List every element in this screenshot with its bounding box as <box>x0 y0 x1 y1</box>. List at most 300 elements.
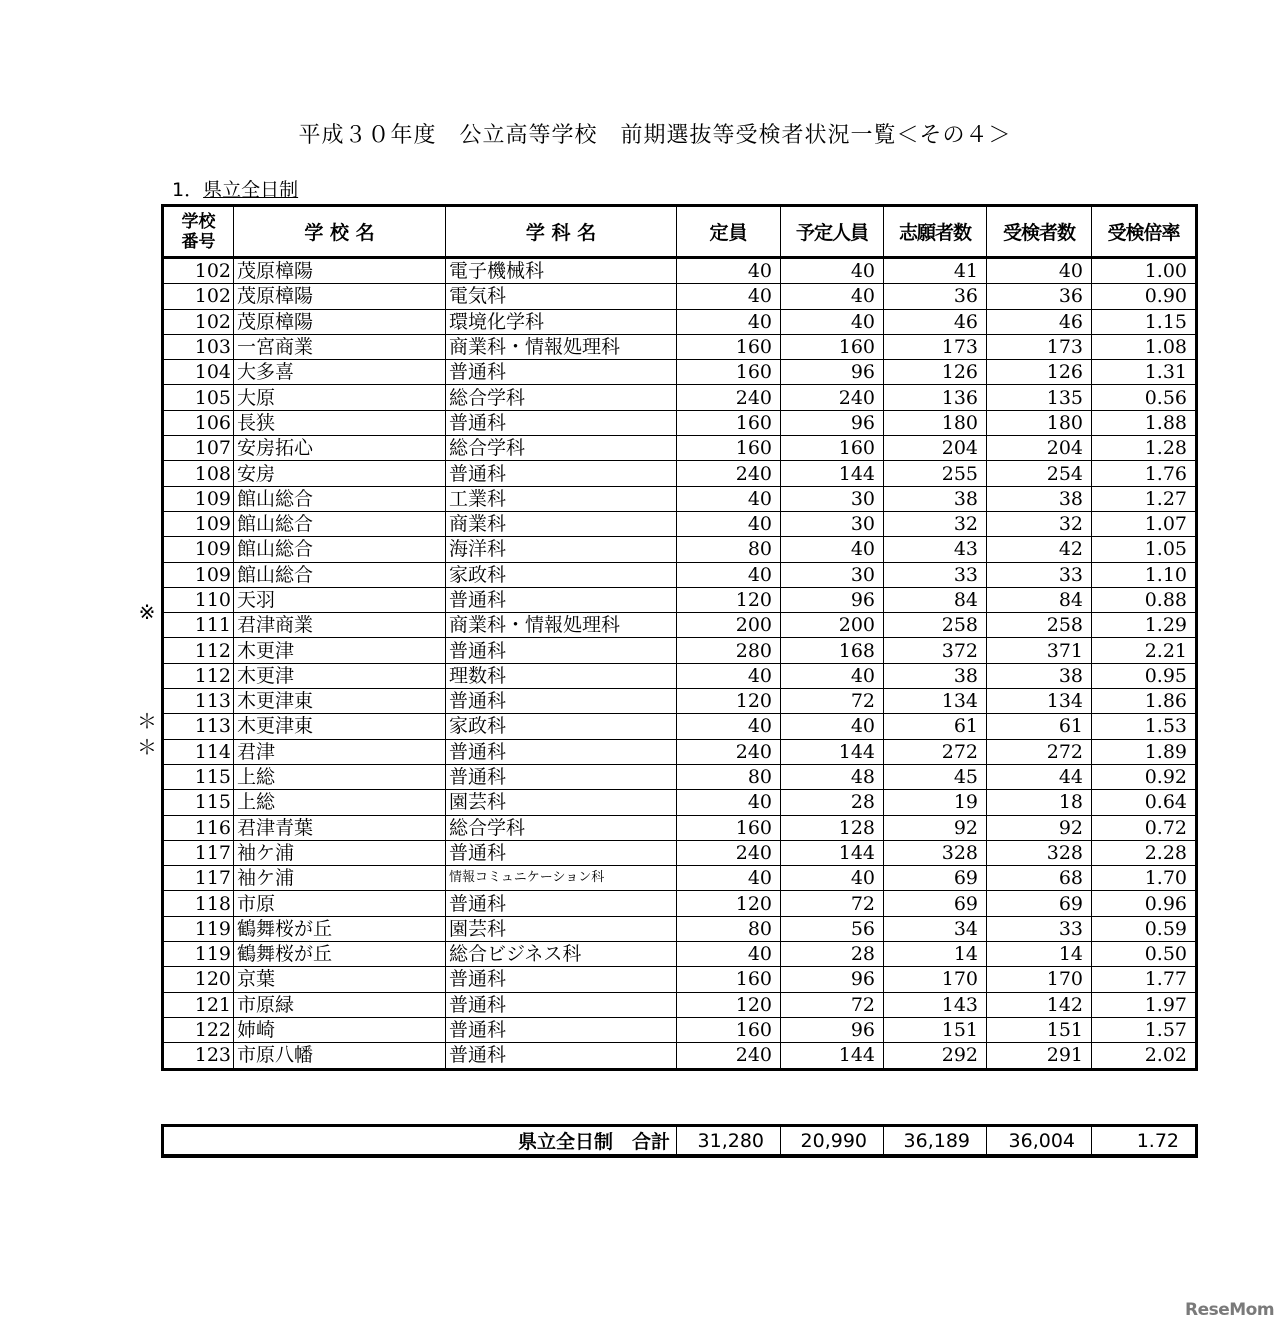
cell-examinees: 291 <box>987 1043 1092 1069</box>
cell-ratio: 1.08 <box>1092 334 1197 359</box>
cell-capacity: 160 <box>677 360 781 385</box>
cell-school-no: 113 <box>163 714 234 739</box>
cell-ratio: 1.29 <box>1092 613 1197 638</box>
cell-planned: 144 <box>781 461 884 486</box>
cell-ratio: 1.28 <box>1092 436 1197 461</box>
cell-school-no: 113 <box>163 689 234 714</box>
cell-capacity: 40 <box>677 284 781 309</box>
cell-school-no: 118 <box>163 891 234 916</box>
cell-capacity: 40 <box>677 258 781 284</box>
cell-school-name: 茂原樟陽 <box>234 258 446 284</box>
cell-planned: 168 <box>781 638 884 663</box>
cell-examinees: 142 <box>987 992 1092 1017</box>
cell-applicants: 36 <box>884 284 987 309</box>
resemom-logo: ReseMom <box>1185 1300 1275 1320</box>
total-examinees: 36,004 <box>987 1126 1092 1157</box>
cell-applicants: 46 <box>884 309 987 334</box>
cell-applicants: 173 <box>884 334 987 359</box>
cell-applicants: 38 <box>884 486 987 511</box>
cell-planned: 30 <box>781 486 884 511</box>
table-row <box>163 866 1197 891</box>
cell-school-no: 109 <box>163 562 234 587</box>
cell-school-no: 117 <box>163 866 234 891</box>
cell-examinees: 44 <box>987 764 1092 789</box>
cell-school-name: 館山総合 <box>234 562 446 587</box>
cell-applicants: 143 <box>884 992 987 1017</box>
header-school-name: 学 校 名 <box>234 206 446 258</box>
cell-school-no: 102 <box>163 258 234 284</box>
cell-planned: 72 <box>781 992 884 1017</box>
cell-capacity: 40 <box>677 562 781 587</box>
cell-department: 商業科・情報処理科 <box>446 334 677 359</box>
cell-school-name: 木更津 <box>234 663 446 688</box>
cell-ratio: 0.92 <box>1092 764 1197 789</box>
total-ratio: 1.72 <box>1092 1126 1197 1157</box>
cell-examinees: 42 <box>987 537 1092 562</box>
cell-school-no: 112 <box>163 638 234 663</box>
cell-department: 商業科・情報処理科 <box>446 613 677 638</box>
cell-planned: 40 <box>781 258 884 284</box>
cell-department: 普通科 <box>446 891 677 916</box>
cell-examinees: 36 <box>987 284 1092 309</box>
table-row <box>163 739 1197 764</box>
cell-school-no: 122 <box>163 1017 234 1042</box>
asterisk-mark: ＊ <box>137 735 157 760</box>
cell-school-no: 117 <box>163 840 234 865</box>
cell-examinees: 68 <box>987 866 1092 891</box>
cell-school-no: 109 <box>163 537 234 562</box>
cell-capacity: 80 <box>677 764 781 789</box>
cell-school-name: 市原 <box>234 891 446 916</box>
cell-school-name: 京葉 <box>234 967 446 992</box>
cell-ratio: 0.59 <box>1092 916 1197 941</box>
cell-planned: 48 <box>781 764 884 789</box>
cell-applicants: 32 <box>884 511 987 536</box>
cell-capacity: 120 <box>677 587 781 612</box>
cell-department: 総合学科 <box>446 385 677 410</box>
table-row <box>163 309 1197 334</box>
cell-school-name: 安房拓心 <box>234 436 446 461</box>
cell-applicants: 45 <box>884 764 987 789</box>
cell-applicants: 204 <box>884 436 987 461</box>
header-school-no-line2: 番号 <box>181 231 216 252</box>
header-ratio: 受検倍率 <box>1092 206 1197 258</box>
cell-capacity: 120 <box>677 891 781 916</box>
cell-ratio: 0.96 <box>1092 891 1197 916</box>
cell-ratio: 1.07 <box>1092 511 1197 536</box>
cell-planned: 144 <box>781 840 884 865</box>
cell-planned: 160 <box>781 334 884 359</box>
cell-ratio: 1.27 <box>1092 486 1197 511</box>
cell-examinees: 272 <box>987 739 1092 764</box>
cell-examinees: 38 <box>987 663 1092 688</box>
cell-applicants: 292 <box>884 1043 987 1069</box>
table-row <box>163 562 1197 587</box>
cell-applicants: 180 <box>884 410 987 435</box>
cell-school-no: 110 <box>163 587 234 612</box>
cell-examinees: 135 <box>987 385 1092 410</box>
cell-capacity: 40 <box>677 309 781 334</box>
cell-school-name: 姉崎 <box>234 1017 446 1042</box>
cell-department: 商業科 <box>446 511 677 536</box>
table-row <box>163 385 1197 410</box>
cell-ratio: 1.86 <box>1092 689 1197 714</box>
cell-planned: 40 <box>781 663 884 688</box>
table-row <box>163 967 1197 992</box>
cell-school-no: 114 <box>163 739 234 764</box>
cell-school-name: 袖ケ浦 <box>234 866 446 891</box>
cell-school-name: 館山総合 <box>234 537 446 562</box>
cell-examinees: 32 <box>987 511 1092 536</box>
cell-school-name: 上総 <box>234 790 446 815</box>
cell-department: 工業科 <box>446 486 677 511</box>
total-capacity: 31,280 <box>677 1126 781 1157</box>
cell-school-no: 115 <box>163 790 234 815</box>
cell-school-name: 茂原樟陽 <box>234 309 446 334</box>
cell-school-no: 102 <box>163 309 234 334</box>
cell-applicants: 328 <box>884 840 987 865</box>
table-row <box>163 663 1197 688</box>
cell-department: 普通科 <box>446 764 677 789</box>
cell-school-name: 市原緑 <box>234 992 446 1017</box>
table-row <box>163 942 1197 967</box>
cell-school-name: 上総 <box>234 764 446 789</box>
table-row <box>163 992 1197 1017</box>
header-applicants: 志願者数 <box>884 206 987 258</box>
cell-department: 総合学科 <box>446 815 677 840</box>
cell-department: 普通科 <box>446 840 677 865</box>
total-planned: 20,990 <box>781 1126 884 1157</box>
table-row <box>163 360 1197 385</box>
table-row <box>163 537 1197 562</box>
table-row <box>163 916 1197 941</box>
cell-school-name: 天羽 <box>234 587 446 612</box>
cell-school-no: 120 <box>163 967 234 992</box>
cell-examinees: 33 <box>987 916 1092 941</box>
cell-ratio: 0.56 <box>1092 385 1197 410</box>
cell-examinees: 151 <box>987 1017 1092 1042</box>
cell-capacity: 40 <box>677 486 781 511</box>
cell-department: 普通科 <box>446 587 677 612</box>
cell-applicants: 372 <box>884 638 987 663</box>
table-row <box>163 714 1197 739</box>
total-applicants: 36,189 <box>884 1126 987 1157</box>
table-row <box>163 511 1197 536</box>
cell-ratio: 1.89 <box>1092 739 1197 764</box>
cell-ratio: 0.88 <box>1092 587 1197 612</box>
cell-examinees: 18 <box>987 790 1092 815</box>
cell-planned: 28 <box>781 790 884 815</box>
cell-department: 普通科 <box>446 638 677 663</box>
cell-school-name: 茂原樟陽 <box>234 284 446 309</box>
header-examinees: 受検者数 <box>987 206 1092 258</box>
cell-applicants: 34 <box>884 916 987 941</box>
cell-ratio: 1.31 <box>1092 360 1197 385</box>
asterisk-mark: ＊ <box>137 708 157 733</box>
cell-capacity: 160 <box>677 436 781 461</box>
cell-school-name: 木更津東 <box>234 714 446 739</box>
cell-department: 環境化学科 <box>446 309 677 334</box>
cell-ratio: 0.90 <box>1092 284 1197 309</box>
cell-school-name: 君津青葉 <box>234 815 446 840</box>
cell-examinees: 258 <box>987 613 1092 638</box>
table-row <box>163 486 1197 511</box>
cell-examinees: 134 <box>987 689 1092 714</box>
cell-planned: 40 <box>781 284 884 309</box>
table-row <box>163 613 1197 638</box>
cell-department: 普通科 <box>446 689 677 714</box>
cell-school-no: 119 <box>163 916 234 941</box>
cell-capacity: 40 <box>677 511 781 536</box>
cell-ratio: 1.53 <box>1092 714 1197 739</box>
cell-planned: 96 <box>781 967 884 992</box>
cell-school-no: 116 <box>163 815 234 840</box>
header-capacity: 定員 <box>677 206 781 258</box>
table-header-row <box>163 206 1197 258</box>
cell-applicants: 92 <box>884 815 987 840</box>
cell-examinees: 38 <box>987 486 1092 511</box>
cell-capacity: 120 <box>677 689 781 714</box>
header-school-no <box>163 206 234 258</box>
cell-department: 普通科 <box>446 992 677 1017</box>
cell-planned: 144 <box>781 739 884 764</box>
cell-capacity: 160 <box>677 1017 781 1042</box>
cell-planned: 40 <box>781 714 884 739</box>
cell-planned: 40 <box>781 309 884 334</box>
total-label: 県立全日制 合計 <box>163 1126 677 1157</box>
cell-ratio: 0.50 <box>1092 942 1197 967</box>
applicants-table <box>161 204 1198 1071</box>
total-row <box>163 1126 1197 1157</box>
cell-examinees: 328 <box>987 840 1092 865</box>
cell-department: 普通科 <box>446 739 677 764</box>
cell-planned: 96 <box>781 587 884 612</box>
cell-examinees: 204 <box>987 436 1092 461</box>
cell-ratio: 1.10 <box>1092 562 1197 587</box>
cell-ratio: 1.15 <box>1092 309 1197 334</box>
cell-planned: 96 <box>781 410 884 435</box>
section-heading <box>172 178 298 202</box>
cell-planned: 40 <box>781 866 884 891</box>
cell-planned: 30 <box>781 511 884 536</box>
cell-planned: 144 <box>781 1043 884 1069</box>
cell-capacity: 160 <box>677 410 781 435</box>
table-row <box>163 891 1197 916</box>
cell-school-no: 108 <box>163 461 234 486</box>
table-row <box>163 638 1197 663</box>
cell-department: 海洋科 <box>446 537 677 562</box>
cell-school-no: 109 <box>163 511 234 536</box>
cell-applicants: 258 <box>884 613 987 638</box>
cell-school-name: 鶴舞桜が丘 <box>234 916 446 941</box>
cell-ratio: 1.57 <box>1092 1017 1197 1042</box>
cell-ratio: 0.95 <box>1092 663 1197 688</box>
cell-department: 普通科 <box>446 967 677 992</box>
cell-school-no: 104 <box>163 360 234 385</box>
cell-capacity: 40 <box>677 942 781 967</box>
cell-examinees: 46 <box>987 309 1092 334</box>
cell-capacity: 240 <box>677 1043 781 1069</box>
cell-examinees: 61 <box>987 714 1092 739</box>
cell-school-no: 115 <box>163 764 234 789</box>
cell-department: 普通科 <box>446 1017 677 1042</box>
table-row <box>163 764 1197 789</box>
cell-capacity: 240 <box>677 461 781 486</box>
cell-applicants: 33 <box>884 562 987 587</box>
cell-ratio: 1.97 <box>1092 992 1197 1017</box>
cell-applicants: 255 <box>884 461 987 486</box>
cell-department: 園芸科 <box>446 916 677 941</box>
cell-capacity: 160 <box>677 815 781 840</box>
cell-ratio: 1.00 <box>1092 258 1197 284</box>
cell-school-name: 館山総合 <box>234 486 446 511</box>
cell-ratio: 1.70 <box>1092 866 1197 891</box>
cell-capacity: 120 <box>677 992 781 1017</box>
cell-planned: 128 <box>781 815 884 840</box>
cell-school-no: 103 <box>163 334 234 359</box>
cell-planned: 72 <box>781 689 884 714</box>
cell-planned: 72 <box>781 891 884 916</box>
cell-capacity: 80 <box>677 916 781 941</box>
cell-applicants: 61 <box>884 714 987 739</box>
cell-department: 電気科 <box>446 284 677 309</box>
table-row <box>163 258 1197 284</box>
section-label: 県立全日制 <box>203 179 299 201</box>
cell-ratio: 1.05 <box>1092 537 1197 562</box>
cell-applicants: 43 <box>884 537 987 562</box>
cell-capacity: 40 <box>677 714 781 739</box>
cell-applicants: 19 <box>884 790 987 815</box>
cell-examinees: 254 <box>987 461 1092 486</box>
cell-applicants: 134 <box>884 689 987 714</box>
cell-capacity: 280 <box>677 638 781 663</box>
cell-examinees: 126 <box>987 360 1092 385</box>
cell-capacity: 40 <box>677 663 781 688</box>
cell-school-name: 君津 <box>234 739 446 764</box>
table-row <box>163 461 1197 486</box>
cell-school-name: 木更津東 <box>234 689 446 714</box>
table-row <box>163 815 1197 840</box>
cell-school-name: 安房 <box>234 461 446 486</box>
cell-capacity: 200 <box>677 613 781 638</box>
cell-planned: 240 <box>781 385 884 410</box>
cell-applicants: 272 <box>884 739 987 764</box>
cell-school-no: 107 <box>163 436 234 461</box>
cell-department: 家政科 <box>446 714 677 739</box>
cell-applicants: 136 <box>884 385 987 410</box>
cell-applicants: 151 <box>884 1017 987 1042</box>
cell-applicants: 84 <box>884 587 987 612</box>
cell-school-name: 袖ケ浦 <box>234 840 446 865</box>
cell-planned: 28 <box>781 942 884 967</box>
cell-school-name: 大原 <box>234 385 446 410</box>
cell-ratio: 1.76 <box>1092 461 1197 486</box>
cell-department: 電子機械科 <box>446 258 677 284</box>
table-row <box>163 587 1197 612</box>
cell-school-no: 121 <box>163 992 234 1017</box>
cell-school-name: 君津商業 <box>234 613 446 638</box>
cell-school-name: 一宮商業 <box>234 334 446 359</box>
reference-mark: ※ <box>138 599 156 624</box>
cell-examinees: 14 <box>987 942 1092 967</box>
cell-ratio: 0.64 <box>1092 790 1197 815</box>
table-row <box>163 410 1197 435</box>
table-row <box>163 790 1197 815</box>
cell-examinees: 371 <box>987 638 1092 663</box>
cell-capacity: 40 <box>677 866 781 891</box>
cell-ratio: 2.02 <box>1092 1043 1197 1069</box>
cell-capacity: 240 <box>677 385 781 410</box>
cell-school-name: 市原八幡 <box>234 1043 446 1069</box>
cell-school-no: 119 <box>163 942 234 967</box>
header-school-no-line1: 学校 <box>181 211 216 232</box>
cell-capacity: 160 <box>677 967 781 992</box>
cell-planned: 200 <box>781 613 884 638</box>
cell-examinees: 84 <box>987 587 1092 612</box>
cell-department: 理数科 <box>446 663 677 688</box>
document-title: 平成３０年度 公立高等学校 前期選抜等受検者状況一覧＜その４＞ <box>298 123 1012 148</box>
cell-applicants: 170 <box>884 967 987 992</box>
cell-ratio: 0.72 <box>1092 815 1197 840</box>
cell-ratio: 1.88 <box>1092 410 1197 435</box>
cell-planned: 40 <box>781 537 884 562</box>
cell-school-no: 123 <box>163 1043 234 1069</box>
cell-applicants: 41 <box>884 258 987 284</box>
table-row <box>163 284 1197 309</box>
cell-examinees: 170 <box>987 967 1092 992</box>
cell-applicants: 69 <box>884 866 987 891</box>
cell-department: 園芸科 <box>446 790 677 815</box>
cell-capacity: 240 <box>677 739 781 764</box>
cell-department: 総合学科 <box>446 436 677 461</box>
cell-planned: 96 <box>781 1017 884 1042</box>
cell-department: 家政科 <box>446 562 677 587</box>
cell-planned: 56 <box>781 916 884 941</box>
cell-capacity: 80 <box>677 537 781 562</box>
cell-department: 普通科 <box>446 410 677 435</box>
cell-examinees: 92 <box>987 815 1092 840</box>
cell-planned: 96 <box>781 360 884 385</box>
cell-ratio: 2.28 <box>1092 840 1197 865</box>
cell-applicants: 69 <box>884 891 987 916</box>
cell-department: 普通科 <box>446 461 677 486</box>
cell-examinees: 33 <box>987 562 1092 587</box>
cell-school-name: 大多喜 <box>234 360 446 385</box>
cell-school-name: 木更津 <box>234 638 446 663</box>
table-row <box>163 436 1197 461</box>
cell-capacity: 240 <box>677 840 781 865</box>
cell-examinees: 40 <box>987 258 1092 284</box>
cell-capacity: 40 <box>677 790 781 815</box>
header-department: 学 科 名 <box>446 206 677 258</box>
cell-department: 普通科 <box>446 1043 677 1069</box>
cell-department: 普通科 <box>446 360 677 385</box>
cell-school-no: 106 <box>163 410 234 435</box>
cell-ratio: 2.21 <box>1092 638 1197 663</box>
cell-planned: 160 <box>781 436 884 461</box>
cell-capacity: 160 <box>677 334 781 359</box>
section-prefix: 1． <box>172 179 204 201</box>
cell-applicants: 14 <box>884 942 987 967</box>
total-table <box>161 1124 1198 1158</box>
cell-school-name: 長狭 <box>234 410 446 435</box>
table-row <box>163 334 1197 359</box>
table-row <box>163 1017 1197 1042</box>
cell-applicants: 38 <box>884 663 987 688</box>
cell-school-no: 112 <box>163 663 234 688</box>
cell-school-name: 館山総合 <box>234 511 446 536</box>
cell-school-no: 102 <box>163 284 234 309</box>
